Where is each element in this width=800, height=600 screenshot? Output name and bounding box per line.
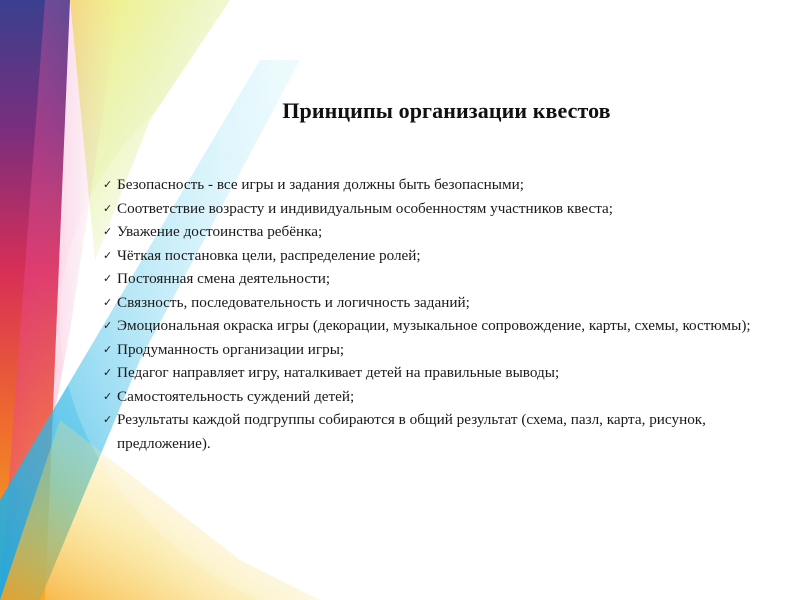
checkmark-bullet-icon: ✓ <box>103 366 113 379</box>
checkmark-bullet-icon: ✓ <box>103 225 113 238</box>
principles-list <box>103 173 793 455</box>
list-item <box>103 408 793 455</box>
list-item-text: Связность, последовательность и логичность заданий; <box>117 293 470 311</box>
checkmark-bullet-icon: ✓ <box>103 178 113 191</box>
list-item-text: Уважение достоинства ребёнка; <box>117 223 323 240</box>
list-item-text: Безопасность - все игры и задания должны быть безопасными; <box>117 176 524 193</box>
list-item <box>103 385 793 409</box>
checkmark-bullet-icon: ✓ <box>103 248 113 262</box>
checkmark-bullet-icon: ✓ <box>103 295 113 309</box>
checkmark-bullet-icon: ✓ <box>103 413 113 426</box>
list-item-text: Чёткая постановка цели, распределение ролей; <box>117 246 421 264</box>
list-item-text: Результаты каждой подгруппы собираются в общий результат (схема, пазл, карта, рисунок, предложение). <box>117 411 706 452</box>
list-item <box>103 244 793 268</box>
list-item <box>103 197 793 221</box>
checkmark-bullet-icon: ✓ <box>103 319 113 332</box>
list-item <box>103 267 793 291</box>
list-item-text: Педагог направляет игру, наталкивает детей на правильные выводы; <box>117 364 560 381</box>
list-item <box>103 361 793 385</box>
list-item-text: Продуманность организации игры; <box>117 340 345 358</box>
slide-title: Принципы организации квестов <box>282 98 611 123</box>
list-item-text: Самостоятельность суждений детей; <box>117 387 355 405</box>
list-item-text: Соответствие возрасту и индивидуальным особенностям участников квеста; <box>117 199 614 217</box>
list-item <box>103 173 793 197</box>
list-item-text: Эмоциональная окраска игры (декорации, музыкальное сопровождение, карты, схемы, костюмы); <box>117 317 751 334</box>
checkmark-bullet-icon: ✓ <box>103 272 113 285</box>
checkmark-bullet-icon: ✓ <box>103 389 113 403</box>
checkmark-bullet-icon: ✓ <box>103 201 113 215</box>
list-item-text: Постоянная смена деятельности; <box>117 270 331 287</box>
list-item <box>103 314 793 338</box>
list-item <box>103 220 793 244</box>
list-item <box>103 291 793 315</box>
checkmark-bullet-icon: ✓ <box>103 342 113 356</box>
list-item <box>103 338 793 362</box>
